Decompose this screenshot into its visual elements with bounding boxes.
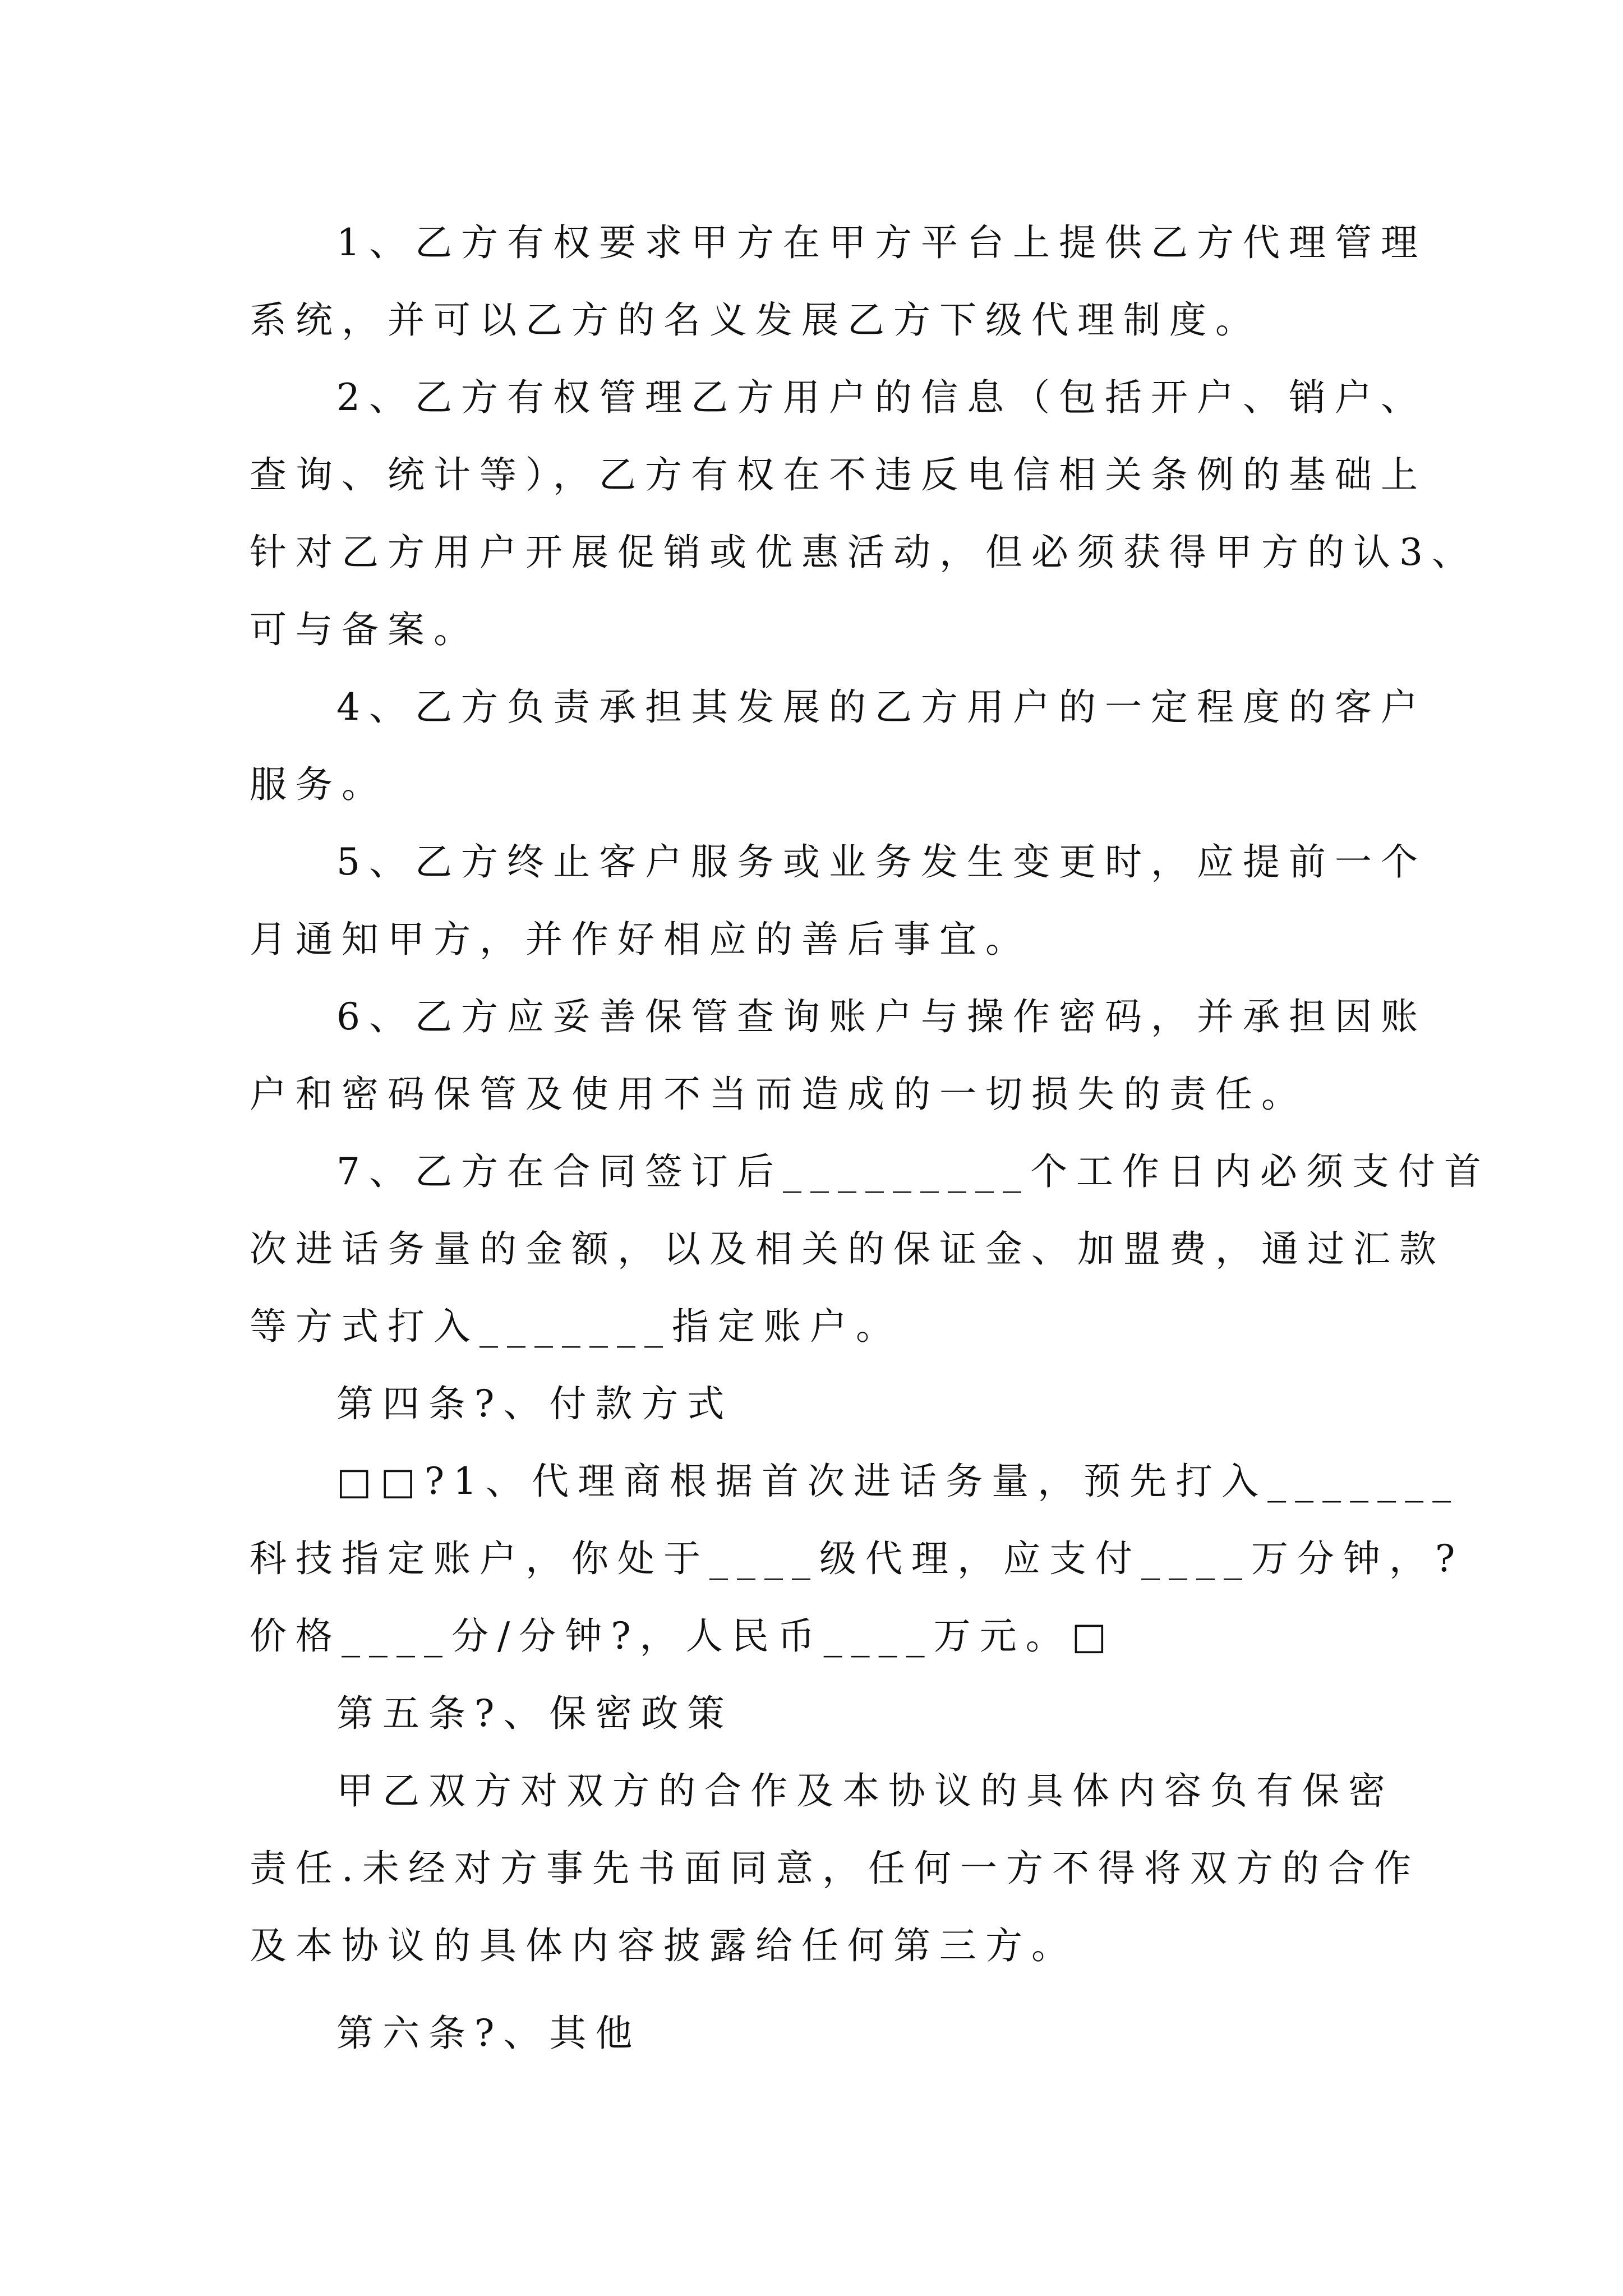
payment-line-3: 价格____分/分钟?，人民币____万元。□ <box>250 1614 1115 1658</box>
para-1-line-1: 1、乙方有权要求甲方在甲方平台上提供乙方代理管理 <box>336 221 1427 264</box>
para-7-line-3: 等方式打入_______指定账户。 <box>250 1305 902 1348</box>
para-6-line-1: 6、乙方应妥善保管查询账户与操作密码，并承担因账 <box>336 995 1427 1038</box>
heading-article-4: 第四条?、付款方式 <box>336 1382 734 1425</box>
confidentiality-line-3: 及本协议的具体内容披露给任何第三方。 <box>250 1924 1077 1967</box>
para-4-line-2: 服务。 <box>250 763 388 806</box>
para-2-line-1: 2、乙方有权管理乙方用户的信息（包括开户、销户、 <box>336 376 1427 419</box>
heading-article-5: 第五条?、保密政策 <box>336 1692 734 1735</box>
confidentiality-line-2: 责任.未经对方事先书面同意，任何一方不得将双方的合作 <box>250 1847 1420 1890</box>
heading-article-6: 第六条?、其他 <box>336 2012 642 2055</box>
para-6-line-2: 户和密码保管及使用不当而造成的一切损失的责任。 <box>250 1073 1307 1116</box>
payment-line-1: □□?1、代理商根据首次进话务量，预先打入_______ <box>336 1460 1460 1503</box>
para-4-line-1: 4、乙方负责承担其发展的乙方用户的一定程度的客户 <box>336 685 1427 729</box>
payment-line-2: 科技指定账户，你处于____级代理，应支付____万分钟，? <box>250 1537 1464 1580</box>
para-5-line-2: 月通知甲方，并作好相应的善后事宜。 <box>250 918 1031 961</box>
para-2-line-3: 针对乙方用户开展促销或优惠活动，但必须获得甲方的认3、 <box>250 531 1478 574</box>
para-1-line-2: 系统，并可以乙方的名义发展乙方下级代理制度。 <box>250 298 1261 342</box>
para-2-line-2: 查询、统计等），乙方有权在不违反电信相关条例的基础上 <box>250 453 1427 496</box>
para-5-line-1: 5、乙方终止客户服务或业务发生变更时，应提前一个 <box>336 840 1427 884</box>
confidentiality-line-1: 甲乙双方对双方的合作及本协议的具体内容负有保密 <box>336 1769 1394 1812</box>
para-7-line-1: 7、乙方在合同签订后_________个工作日内必须支付首 <box>336 1150 1490 1193</box>
para-7-line-2: 次进话务量的金额，以及相关的保证金、加盟费，通过汇款 <box>250 1227 1445 1271</box>
para-2-line-4: 可与备案。 <box>250 608 479 651</box>
